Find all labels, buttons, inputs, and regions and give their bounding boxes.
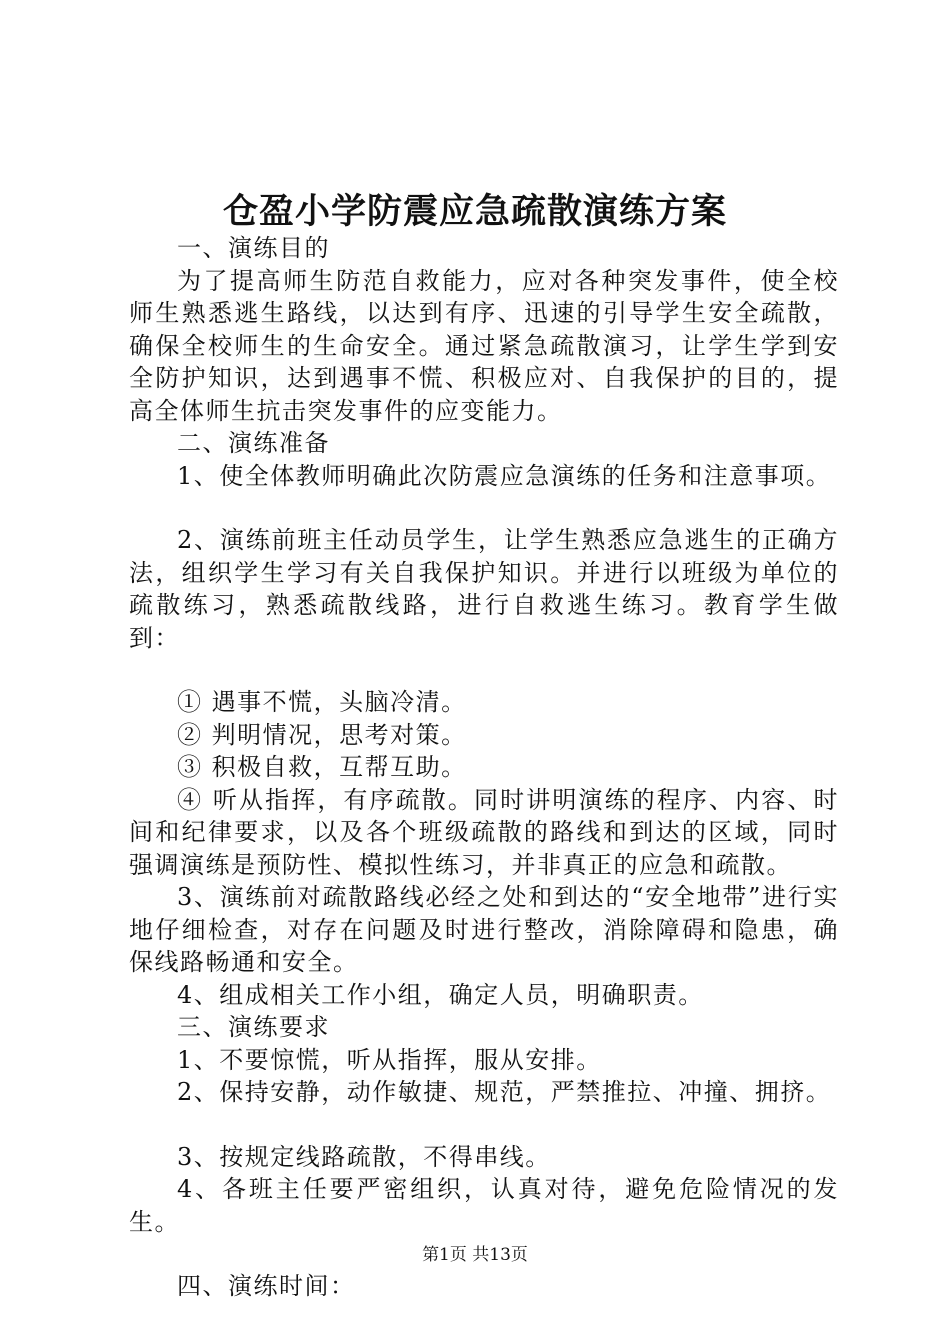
- paragraph-req-3: 3、按规定线路疏散，不得串线。: [177, 1142, 551, 1171]
- paragraph-req-1: 1、不要惊慌，听从指挥，服从安排。: [177, 1045, 602, 1074]
- section-heading-preparation: 二、演练准备: [177, 429, 330, 457]
- list-item-2: ② 判明情况，思考对策。: [177, 720, 467, 749]
- paragraph-req-4: 4、各班主任要严密组织，认真对待，避免危险情况的发生。: [129, 1175, 839, 1236]
- section-heading-purpose: 一、演练目的: [177, 234, 330, 262]
- document-title: 仓盈小学防震应急疏散演练方案: [222, 191, 727, 232]
- list-item-1: ① 遇事不慌，头脑冷清。: [177, 688, 467, 716]
- document-body: [129, 232, 839, 1303]
- paragraph-prep-4: 4、组成相关工作小组，确定人员，明确职责。: [177, 980, 704, 1009]
- section-heading-requirements: 三、演练要求: [177, 1013, 330, 1041]
- paragraph-purpose: 为了提高师生防范自救能力，应对各种突发事件，使全校师生熟悉逃生路线，以达到有序、迅速的引导学生安全疏散，确保全校师生的生命安全。通过紧急疏散演习，让学生学到安全防护知识，达到遇事不慌、积极应对、自我保护的目的，提高全体师生抗击突发事件的应变能力。: [129, 266, 839, 425]
- paragraph-req-2: 2、保持安静，动作敏捷、规范，严禁推拉、冲撞、拥挤。: [177, 1078, 832, 1106]
- paragraph-prep-2: 2、演练前班主任动员学生，让学生熟悉应急逃生的正确方法，组织学生学习有关自我保护知识。并进行以班级为单位的疏散练习，熟悉疏散线路，进行自救逃生练习。教育学生做到：: [129, 526, 839, 652]
- paragraph-prep-3: 3、演练前对疏散路线必经之处和到达的“安全地带”进行实地仔细检查，对存在问题及时进行整改，消除障碍和隐患，确保线路畅通和安全。: [129, 883, 839, 976]
- list-item-3: ③ 积极自救，互帮互助。: [177, 753, 467, 781]
- section-heading-time: 四、演练时间：: [177, 1272, 356, 1300]
- paragraph-prep-1: 1、使全体教师明确此次防震应急演练的任务和注意事项。: [177, 461, 832, 490]
- page-number-footer: 第1页 共13页: [422, 1245, 528, 1265]
- list-item-4: ④ 听从指挥，有序疏散。同时讲明演练的程序、内容、时间和纪律要求，以及各个班级疏散的路线和到达的区域，同时强调演练是预防性、模拟性练习，并非真正的应急和疏散。: [129, 785, 839, 879]
